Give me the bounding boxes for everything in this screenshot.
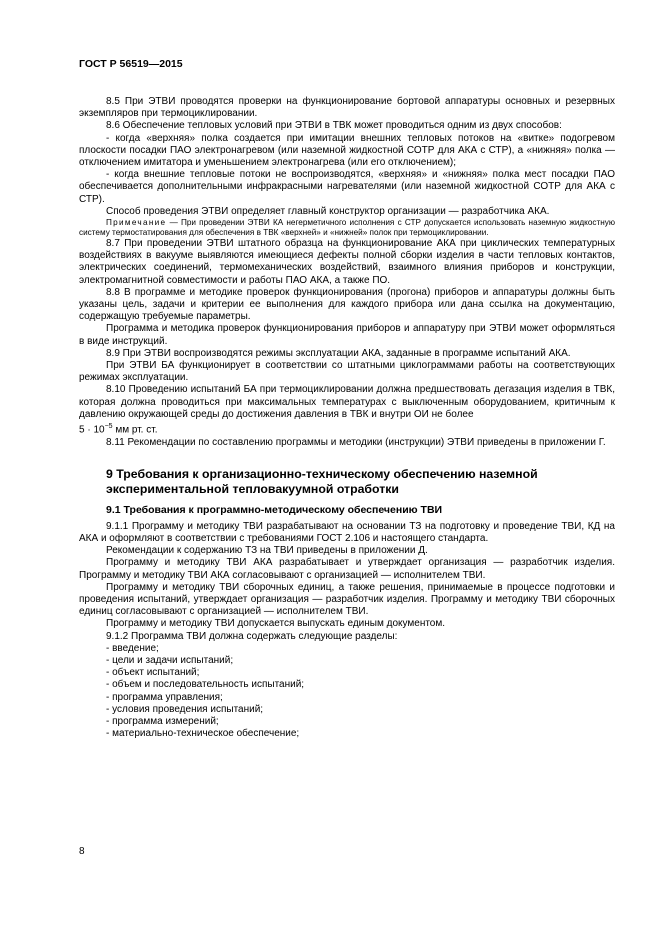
paragraph-9-1-1: 9.1.1 Программу и методику ТВИ разрабатывают на основании ТЗ на подготовку и проведение ТВИ, КД на АКА и оформляют в соответствии с требованиями ГОСТ 2.106 и настоящего стандарта. [79,520,615,545]
list-item: - объем и последовательность испытаний; [106,679,305,691]
list-item: - программа управления; [106,691,223,703]
list-item: - программа измерений; [106,716,219,728]
section-9-heading: 9 Требования к организационно-техническому обеспечению наземной экспериментальной тепловакуумной отработки [106,466,538,496]
list-item: - объект испытаний; [106,667,200,679]
pressure-exponent: −5 [104,423,113,431]
paragraph-tz-recommendations: Рекомендации к содержанию ТЗ на ТВИ приведены в приложении Д. [106,545,428,557]
paragraph-8-7: 8.7 При проведении ЭТВИ штатного образца на функционирование АКА при циклических температурных воздействиях в вакууме выявляются имеющиеся дефекты полной сборки изделия в части тепловых контактов, электрических соединений, термомеханических воздействий, взаимного влияния приборов и конструкции, электромагнитной совместимости и работы ПАО АКА, а также ПО. [79,238,615,286]
note-label: Примечание [106,218,167,228]
paragraph-8-6-method-1: - когда «верхняя» полка создается при имитации внешних тепловых потоков на «витке» подогревом плоскости посадки ПАО электронагревом (или наземной жидкостной СОТР для АКА с СТР), а «нижняя» полка — отключением имитатора и уменьшением электронагрева (или его отключением); [79,132,615,169]
paragraph-8-11: 8.11 Рекомендации по составлению программы и методики (инструкции) ЭТВИ приведены в приложении Г. [106,436,606,448]
paragraph-8-10 [79,384,615,436]
list-item: - условия проведения испытаний; [106,703,264,715]
paragraph-assembly-program: Программу и методику ТВИ сборочных единиц, а также решения, принимаемые в процессе подготовки и проведения испытаний, утверждает организация — разработчик изделия. Программу и методику ТВИ сборочных единиц согласовывают с организацией — исполнителем ТВИ. [79,581,615,618]
paragraph-8-6-method-2: - когда внешние тепловые потоки не воспроизводятся, «верхняя» и «нижняя» полка мест посадки ПАО обеспечивается дополнительными инфракрасными нагревателями (или наземной жидкостной СОТР для АКА с СТР). [79,169,615,205]
pressure-unit: мм рт. ст. [112,424,158,436]
note-text: — При проведении ЭТВИ КА негерметичного исполнения с СТР допускается использовать наземную жидкостную систему термостатирования для обеспечения в ТВК «верхней» и «нижней» полок при термоциклировании. [79,218,615,238]
paragraph-8-6: 8.6 Обеспечение тепловых условий при ЭТВИ в ТВК может проводиться одним из двух способов: [106,120,562,132]
paragraph-aka-program: Программу и методику ТВИ АКА разрабатывает и утверждает организация — разработчик изделия. Программу и методику ТВИ АКА согласовывают с организацией — исполнителем ТВИ. [79,557,615,581]
paragraph-8-8-instructions: Программа и методика проверок функционирования приборов и аппаратуру при ЭТВИ может оформляться в виде инструкций. [79,323,615,347]
list-item: - введение; [106,642,159,654]
page-body [79,96,615,740]
sections-list [79,643,615,741]
document-code: ГОСТ Р 56519—2015 [79,58,183,70]
paragraph-8-10-text: 8.10 Проведению испытаний БА при термоциклировании должна предшествовать дегазация изделия в ТВК, которая должна проводиться при максимальных температурах с выключенным оборудованием, критичным к давлению окружающей среды до достижения давления в ТВК и внутри ОИ не более [79,384,615,420]
list-item: - материально-техническое обеспечение; [106,728,300,740]
pressure-base: 5 · 10 [79,424,105,436]
paragraph-single-document: Программу и методику ТВИ допускается выпускать единым документом. [106,618,446,630]
paragraph-8-9-ba: При ЭТВИ БА функционирует в соответствии со штатными циклограммами работы на соответствующих режимах эксплуатации. [79,360,615,384]
paragraph-etvi-method: Способ проведения ЭТВИ определяет главный конструктор организации — разработчика АКА. [106,205,550,217]
page-number: 8 [79,846,85,857]
paragraph-8-5: 8.5 При ЭТВИ проводятся проверки на функционирование бортовой аппаратуры основных и резервных экземпляров при термоциклировании. [79,96,615,120]
paragraph-8-8: 8.8 В программе и методике проверок функционирования (прогона) приборов и аппаратуры должны быть указаны цель, задачи и критерии ее выполнения для каждого прибора или дана ссылка на документацию, содержащую требуемые параметры. [79,286,615,323]
paragraph-8-9: 8.9 При ЭТВИ воспроизводятся режимы эксплуатации АКА, заданные в программе испытаний АКА. [106,347,571,359]
section-9-1-heading: 9.1 Требования к программно-методическому обеспечению ТВИ [106,503,443,516]
paragraph-9-1-2: 9.1.2 Программа ТВИ должна содержать следующие разделы: [106,630,398,642]
note [79,218,615,238]
list-item: - цели и задачи испытаний; [106,655,234,667]
